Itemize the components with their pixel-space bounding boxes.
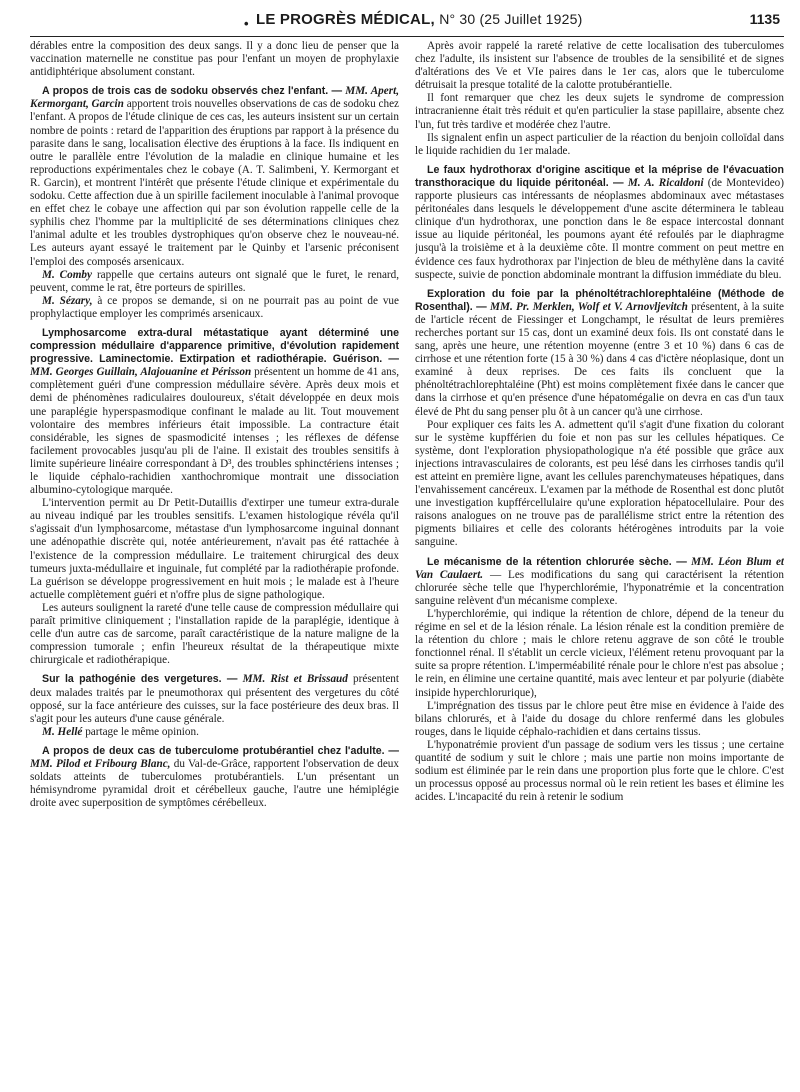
left-column xyxy=(30,40,399,1092)
continued-paragraph: dérables entre la composition des deux sangs. Il y a donc lieu de penser que la vaccination maternelle ne constitue pas pour l'enfant un moyen de prophylaxie antidiphtérique absolument constant. xyxy=(30,40,399,79)
header-bullet: • xyxy=(244,16,249,31)
article-paragraph: L'intervention permit au Dr Petit-Dutaillis d'extirper une tumeur extra-durale au niveau indiqué par les troubles sensitifs. L'examen histologique révéla qu'il s'agissait d'un lymphosarcome, métastase d'un lymphosarcome inguinal donnant une adénopathie discrète qui, notée antérieurement, n'avait pas été rattachée à l'existence de la compression médullaire. Le traitement chirurgical des deux tumeurs juxta-médullaire et inguinale, fut complété par la radiothérapie profonde. La guérison se développe progressivement en huit mois ; le malade est à l'heure actuelle complètement guéri et n'offre plus de signe pathologique. xyxy=(30,497,399,601)
article-title: A propos de trois cas de sodoku observés chez l'enfant. — xyxy=(42,85,343,98)
article-paragraph xyxy=(415,164,784,282)
article-title: Sur la pathogénie des vergetures. — xyxy=(42,673,238,686)
two-column-body xyxy=(30,40,784,1092)
article-chlore xyxy=(415,556,784,805)
right-column xyxy=(415,40,784,1092)
article-paragraph xyxy=(415,556,784,608)
article-authors: MM. Rist et Brissaud xyxy=(242,673,348,686)
article-lymphosarcome xyxy=(30,327,399,667)
article-authors: MM. Apert, Kermorgant, Garcin xyxy=(30,85,399,111)
issue-info: N° 30 (25 Juillet 1925) xyxy=(439,11,583,27)
article-text: du Val-de-Grâce, rapportent l'observation de deux soldats atteints de tuberculomes protubérantiels. L'un présentant un hémisyndrome pyramidal droit et cérébelleux gauche, l'autre une hémiplégie droite avec superposition de symptômes cérébelleux. xyxy=(30,757,399,810)
article-paragraph xyxy=(415,288,784,419)
discussion-text: rappelle que certains auteurs ont signalé que le furet, le renard, peuvent, comme le rat, être porteurs de spirilles. xyxy=(30,268,399,294)
article-paragraph: L'imprégnation des tissus par le chlore peut être mise en évidence à l'aide des bilans chlorurés, et à l'aide du dosage du chlore renfermé dans les globules rouges, dans le liquide céphalo-rachidien et dans certains tissus. xyxy=(415,699,784,738)
article-paragraph: Après avoir rappelé la rareté relative de cette localisation des tuberculomes chez l'adulte, ils insistent sur l'absence de troubles de la sensibilité et de signes d'altérations des Ve et VIe paires dans le 1er cas, alors que le tuberculome détruisait la presque totalité de la calotte protubérantielle. xyxy=(415,40,784,92)
article-paragraph: Les auteurs soulignent la rareté d'une telle cause de compression médullaire qui paraît primitive cliniquement ; l'installation rapide de la paraplégie, identique à celle d'un autre cas de sarcome, paraît caractéristique de la nature maligne de la compression tumorale ; enfin l'heureux résultat de la thérapeutique mixte chirurgicale et radiothérapique. xyxy=(30,601,399,667)
article-authors: MM. Léon Blum et Van Caulaert. xyxy=(415,555,784,581)
article-rosenthal xyxy=(415,288,784,550)
discussant-name: M. Hellé xyxy=(42,725,83,738)
discussant-name: M. Sézary, xyxy=(42,294,93,307)
article-authors: MM. Georges Guillain, Alajouanine et Périsson xyxy=(30,366,252,379)
article-paragraph: L'hyponatrémie provient d'un passage de sodium vers les tissus ; une certaine quantité de sodium y suit le chlore ; mais une partie non moins importante de sodium est éliminée par le rein dans une proportion plus forte que le chlore. C'est un processus opposé au processus normal où le rein retient les bases et élimine les acides. L'incapacité du rein à retenir le sodium xyxy=(415,738,784,804)
article-text: — Les modifications du sang qui caractérisent la rétention chlorurée sèche telle que l'hyperchlorémie, l'hyponatrémie et la concentration sanguine relèvent d'un mécanisme complexe. xyxy=(415,568,784,607)
article-paragraph xyxy=(30,85,399,268)
article-text: apportent trois nouvelles observations de cas de sodoku chez l'enfant. A propos de l'étude clinique de ces cas, les auteurs insistent sur un certain nombre de points : retard de l'apparition des éruptions par rapport à la présence du parasite dans le sang, localisation élective des éruptions à la face. Ils indiquent en outre le parallèle entre l'évolution de la maladie en clinique humaine et les reproductions expérimentales chez le cobaye (A. T. Salimbeni, Y. Kermorgant et R. Garcin), et montrent l'intérêt que présente l'étude clinique et expérimentale du sodoku. Cette affection due à un spirille facilement inoculable à l'animal provoque en effet chez le cobaye une affection qui par son évolution rappelle celle de la syphilis chez l'homme par la multiplicité de ses déterminations cliniques chez l'animal adulte et les troubles dystrophiques qu'on observe chez le nouveau-né. Les auteurs ayant essayé le traitement par le Quinby et l'arsenic préconisent l'emploi des composés arsenicaux. xyxy=(30,98,399,268)
article-paragraph xyxy=(30,327,399,497)
article-text: présentent deux malades traités par le pneumothorax qui présentent des vergetures du côté opposé, sur la face antérieure des cuisses, sur la face postérieure des deux bras. Il s'agit pour les auteurs d'une cause générale. xyxy=(30,673,399,725)
article-paragraph xyxy=(30,745,399,810)
discussion-paragraph xyxy=(30,295,399,321)
article-title: A propos de deux cas de tuberculome protubérantiel chez l'adulte. — xyxy=(42,744,399,757)
article-text: présentent, à la suite de l'article récent de Fiessinger et Longchampt, le résultat de leurs premières recherches portant sur 15 cas, dont un examiné deux fois. Ils ont constaté dans le sang, après une heure, une rétention moyenne (entre 3 et 10 %) dans 6 cas de cirrhose et une rétention forte (15 à 30 %) dans 4 cas d'ictère néoplasique, dont un examiné à deux reprises. De ces faits ils concluent que la phénoltétrachlorephtaléine (Pht) est moins complètement fixée dans le cancer que dans la cirrhose et qu'en présence d'une hépatomégalie on devra en cas d'un taux élevé de Pht du sang penser plu ôt à un cancer qu'à une cirrhose. xyxy=(415,300,784,418)
discussant-name: M. Comby xyxy=(42,268,92,281)
discussion-text: à ce propos se demande, si on ne pourrait pas au point de vue prophylactique employer les comprimés arsenicaux. xyxy=(30,294,399,320)
article-authors: M. A. Ricaldoni xyxy=(627,176,704,189)
article-tuberculome-continued xyxy=(415,40,784,158)
article-title: Exploration du foie par la phénoltétrachlorephtaléine (Méthode de Rosenthal). — xyxy=(415,287,784,313)
article-authors: MM. Pilod et Fribourg Blanc, xyxy=(30,757,171,770)
article-text: présentent un homme de 41 ans, complètement guéri d'une compression médullaire sévère. Après deux mois et demi de phénomènes radiculaires douloureux, s'était développée en deux mois une paraplégie hyperspasmodique confinant le malade au lit. Tout mouvement volontaire des membres inférieurs était impossible. La contracture était considérable, les signes de spasmodicité intenses ; les réflexes de défense facilement provocables jusqu'au pli de l'aine. Il existait des troubles sensitifs à limite supérieure linéaire correspondant à D³, des troubles sphinctériens intenses ; le liquide céphalo-rachidien xanthochromique montrait une dissociation albumino-cytologique marquée. xyxy=(30,366,399,497)
article-vergetures xyxy=(30,673,399,738)
article-paragraph: Ils signalent enfin un aspect particulier de la réaction du benjoin colloïdal dans le liquide rachidien du 1er malade. xyxy=(415,131,784,157)
article-text: (de Montevideo) rapporte plusieurs cas intéressants de néoplasmes abdominaux avec métastases péritonéales dans lesquels le développement d'une ascite déterminera le tableau clinique d'un hydrothorax, une ponction dans le 8e espace intercostal donnant issue au liquide péritonéal, les poumons ayant été refoulés par le diaphragme jusqu'à la troisième et à la deuxième côte. Il montre comment on peut mettre en évidence ces faux hydrothorax par l'injection de bleu de méthylène dans la cavité suspecte, suivie de ponction abdominale montrant la diffusion immédiate du bleu. xyxy=(415,176,784,281)
article-sodoku xyxy=(30,85,399,321)
article-authors: MM. Pr. Merklen, Wolf et V. Arnovljevitch xyxy=(490,300,688,313)
running-header xyxy=(30,8,784,37)
journal-name: LE PROGRÈS MÉDICAL, xyxy=(256,11,435,28)
article-paragraph xyxy=(30,673,399,725)
page-number: 1135 xyxy=(749,11,780,27)
article-title: Lymphosarcome extra-dural métastatique ayant déterminé une compression médullaire d'apparence primitive, d'évolution rapidement progressive. Laminectomie. Extirpation et radiothérapie. Guérison. — xyxy=(30,326,399,366)
article-paragraph: L'hyperchlorémie, qui indique la rétention de chlore, dépend de la teneur du régime en sel et de la lésion rénale. La lésion rénale est la condition première de la rétention du chlore ; mais le chlore retenu aggrave de son côté le trouble fonctionnel rénal. Il s'établit un cercle vicieux, l'élément retenu provoquant par la suite sa propre rétention. L'imperméabilité rénale pour le chlore n'est pas absolue ; le rein, en élimine une certaine quantité, mais avec lenteur et par polyurie (diabète insipide hyperchlorurique), xyxy=(415,607,784,699)
article-tuberculome xyxy=(30,745,399,810)
article-title: Le faux hydrothorax d'origine ascitique et la méprise de l'évacuation transthoracique du liquide péritonéal. — xyxy=(415,163,784,189)
article-paragraph: Pour expliquer ces faits les A. admettent qu'il s'agit d'une fixation du colorant sur le système kupfférien du foie et non pas sur les cellules hépatiques. Ce système, dont l'exploration physiopathologique n'a été possible que grâce aux injections intravasculaires de colorants, est peu lésé dans les cirrhoses tandis qu'il est atteint en première ligne, avant les cellules parenchymateuses hépatiques, dans l'envahissement cancéreux. L'examen par la méthode de Rosenthal est donc plutôt une investigation kupffércellulaire qu'une exploration hépatocellulaire. Pour des raisons analogues on ne trouve pas de parallélisme strict entre la rétention des pigments biliaires et celle des colorants hétérogènes introduits par la voie sanguine. xyxy=(415,418,784,549)
journal-title xyxy=(256,11,582,28)
discussion-paragraph xyxy=(30,726,399,739)
discussion-text: partage le même opinion. xyxy=(85,725,199,738)
article-hydrothorax xyxy=(415,164,784,282)
article-title: Le mécanisme de la rétention chlorurée sèche. — xyxy=(427,555,687,568)
article-paragraph: Il font remarquer que chez les deux sujets le syndrome de compression intracranienne était très réduit et qu'en particulier la stase papillaire, absente chez l'un, fut très tardive et modérée chez l'autre. xyxy=(415,92,784,131)
discussion-paragraph xyxy=(30,269,399,295)
